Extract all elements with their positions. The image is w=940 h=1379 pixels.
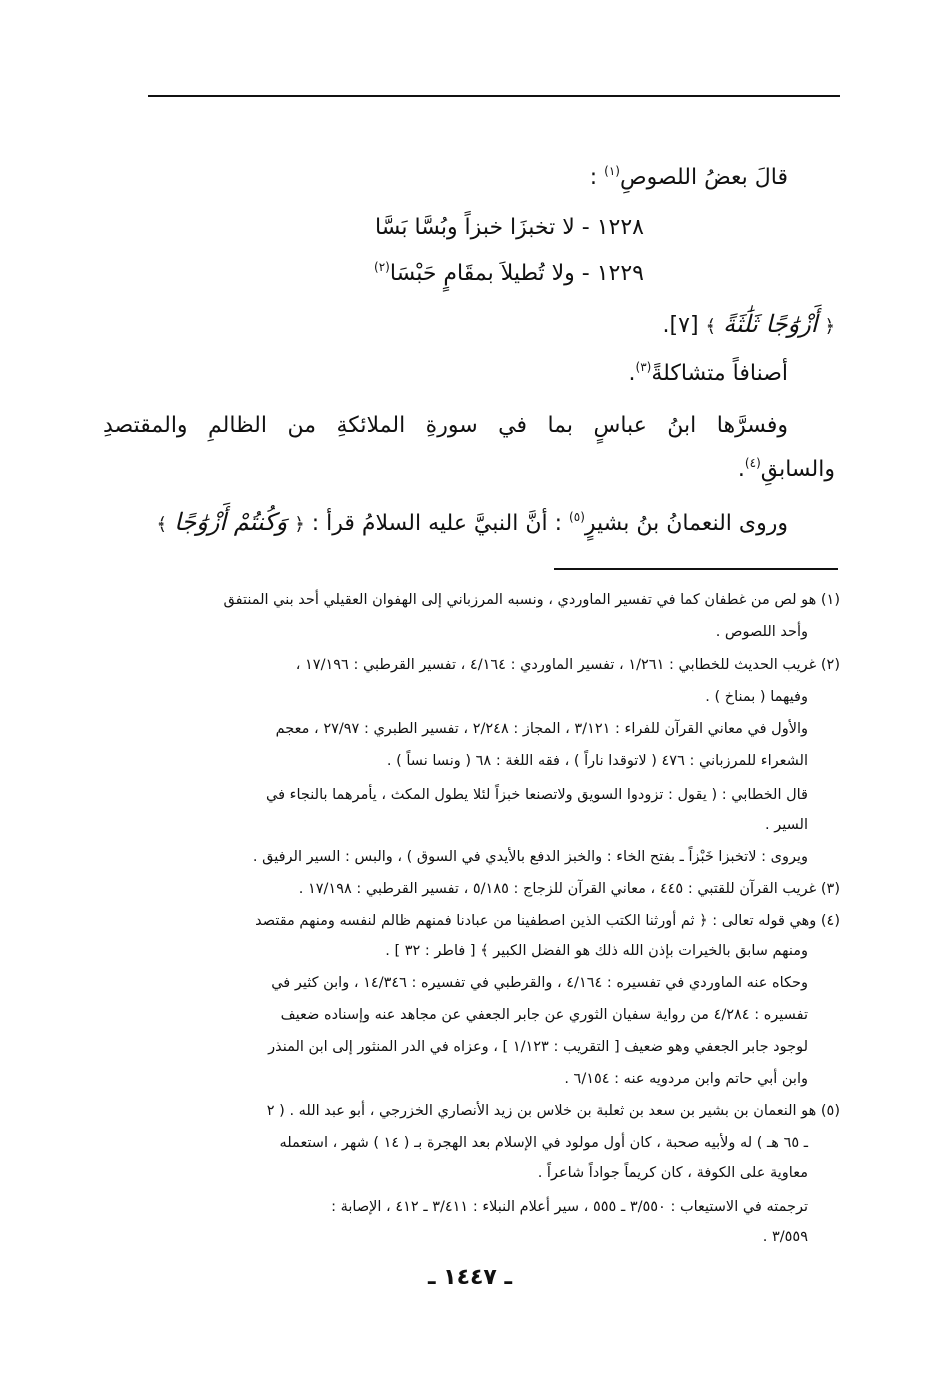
paragraph-text: وفسرَّها ابنُ عباسٍ بما في سورةِ الملائكةِ من الظالمِ والمقتصدِ: [103, 413, 788, 438]
page-number: ـ ١٤٤٧ ـ: [427, 1265, 513, 1290]
quran-close-bracket: ﴾: [156, 514, 168, 535]
footnote-line: ومنهم سابق بالخيرات بإذن الله ذلك هو الفضل الكبير ﴾ [ فاطر : ٣٢ ] .: [385, 943, 808, 959]
footnote-line: وحكاه عنه الماوردي في تفسيره : ٤/١٦٤ ، والقرطبي في تفسيره : ١٤/٣٤٦ ، وابن كثير في: [271, 975, 808, 991]
verse-reference: [٧].: [662, 313, 699, 338]
poem-line-text: ١٢٢٩ - ولا تُطيلاَ بمقَامٍ حَبْسَا: [389, 261, 644, 286]
poem-line-text: ١٢٢٨ - لا تخبزَا خبزاً وبُسَّا بَسَّا: [375, 215, 644, 240]
footnote-line: قال الخطابي : ( يقول : تزودوا السويق ولاتصنعا خبزاً لئلا يطول المكث ، يأمرهما بالنجاء في: [266, 787, 808, 803]
quran-close-bracket: ﴾: [705, 316, 717, 337]
verse-intro-text: قالَ بعضُ اللصوصِ: [619, 165, 788, 190]
footnote-line: وابن أبي حاتم وابن مردويه عنه : ٦/١٥٤ .: [564, 1071, 808, 1087]
footnote-separator: [554, 568, 838, 570]
footnote-ref-1: (١): [604, 164, 620, 178]
footnote-line: تفسيره : ٤/٢٨٤ من رواية سفيان الثوري عن جابر الجعفي عن مجاهد عنه وإسناده ضعيف: [280, 1007, 808, 1023]
footnote-line: وفيهما ( بمناخ ) .: [705, 689, 808, 705]
paragraph-text: والسابقِ: [760, 457, 835, 482]
footnote-ref-2: (٢): [374, 260, 390, 274]
paragraph-text: أصنافاً متشاكلةً: [651, 361, 788, 386]
footnote-line: (٢) غريب الحديث للخطابي : ١/٢٦١ ، تفسير الماوردي : ٤/١٦٤ ، تفسير القرطبي : ١٧/١٩٦ ،: [295, 657, 840, 673]
header-rule: [148, 95, 840, 97]
footnote-ref-3: (٣): [635, 360, 652, 374]
footnote-line: معاوية على الكوفة ، كان كريماً جواداً شاعراً .: [537, 1165, 808, 1181]
footnote-line: ـ ٦٥ هـ ) له ولأبيه صحبة ، كان أول مولود في الإسلام بعد الهجرة بـ ( ١٤ ) شهر ، استعمله: [279, 1135, 808, 1151]
paragraph-1: [629, 359, 788, 389]
footnote-line: (٣) غريب القرآن للقتبي : ٤٤٥ ، معاني القرآن للزجاج : ٥/١٨٥ ، تفسير القرطبي : ١٧/١٩٨ .: [298, 881, 840, 897]
narration-line: [157, 507, 788, 540]
footnote-line: لوجود جابر الجعفي وهو ضعيف [ التقريب : ١/١٢٣ ] ، وعزاه في الدر المنثور إلى ابن المنذر: [268, 1039, 808, 1055]
footnote-line: الشعراء للمرزباني : ٤٧٦ ( لاتوقدا ناراً ) ، فقه اللغة : ٦٨ ( ونسا نساً ) .: [386, 753, 808, 769]
footnote-line: ويروى : لاتخبزا خَبْزاً ـ بفتح الخاء : والخبز الدفع بالأيدي في السوق ) ، والبس : السير الرفيق .: [252, 849, 808, 865]
footnote-line: (٤) وهي قوله تعالى : ﴿ ثم أورثنا الكتب الذين اصطفينا من عبادنا فمنهم ظالم لنفسه ومنهم مقتصد: [255, 913, 840, 929]
paragraph-end: .: [737, 457, 745, 482]
footnote-line: (١) هو لص من غطفان كما في تفسير الماوردي ، ونسبه المرزباني إلى الهفوان العقيلي أحد بني المنتفق: [223, 592, 840, 608]
paragraph-end: .: [628, 361, 636, 386]
paragraph-3: [738, 455, 835, 485]
footnote-ref-5: (٥): [569, 510, 585, 524]
verse-intro-colon: :: [589, 165, 598, 190]
verse-intro: [590, 163, 788, 193]
footnote-line: ٣/٥٥٩ .: [762, 1229, 808, 1245]
poem-line-1228: [375, 213, 644, 243]
quran-open-bracket: ﴿: [294, 514, 305, 535]
footnote-line: والأول في معاني القرآن للفراء : ٣/١٢١ ، المجاز : ٢/٢٤٨ ، تفسير الطبري : ٢٧/٩٧ ، معجم: [275, 721, 808, 737]
quran-text: وَكُنتُمْ أَزْوَٰجًا: [174, 508, 288, 536]
footnote-line: السير .: [765, 817, 808, 833]
poem-line-1229: [374, 259, 644, 289]
narration-rest: : أنَّ النبيَّ عليه السلامُ قرأ :: [311, 511, 563, 536]
narration-text: وروى النعمانُ بنُ بشيرٍ: [584, 511, 788, 536]
footnote-line: ترجمته في الاستيعاب : ٣/٥٥٠ ـ ٥٥٥ ، سير أعلام النبلاء : ٣/٤١١ ـ ٤١٢ ، الإصابة :: [331, 1199, 808, 1215]
paragraph-2: [103, 411, 788, 441]
quran-open-bracket: ﴿: [824, 316, 835, 337]
quran-verse-7: [663, 309, 835, 342]
footnote-line: وأحد اللصوص .: [715, 624, 808, 640]
footnote-line: (٥) هو النعمان بن بشير بن سعد بن ثعلبة بن خلاس بن زيد الأنصاري الخزرجي ، أبو عبد الله . ( ٢: [266, 1103, 840, 1119]
quran-text: أَزْوَٰجًا ثَلَٰثَةً: [723, 310, 818, 338]
footnote-ref-4: (٤): [744, 456, 761, 470]
